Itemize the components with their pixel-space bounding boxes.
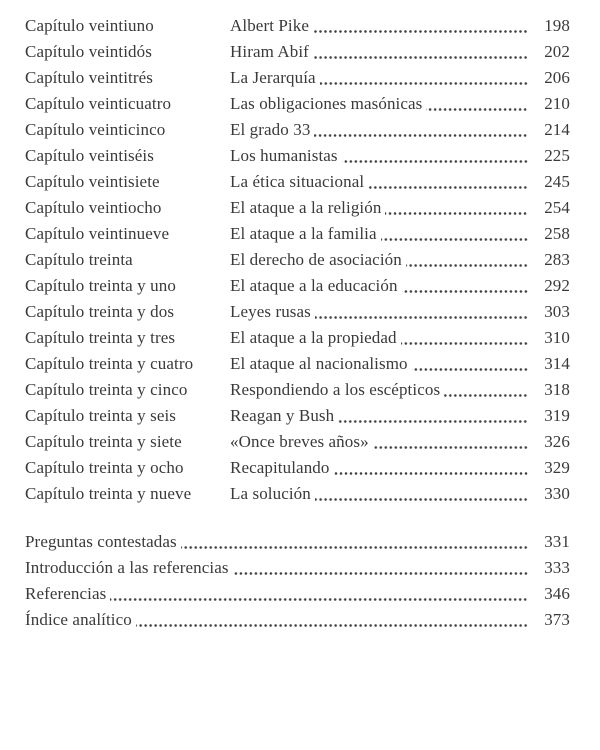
- toc-row: [25, 117, 570, 143]
- toc-row: [25, 169, 570, 195]
- chapter-title: El grado 33: [230, 120, 311, 139]
- dot-leader: [381, 221, 528, 247]
- toc-row: [25, 247, 570, 273]
- page-number: 292: [544, 276, 570, 295]
- toc-row: [25, 195, 570, 221]
- toc-row: [25, 273, 570, 299]
- dot-leader: [315, 299, 528, 325]
- chapter-title: Respondiendo a los escépticos: [230, 380, 441, 399]
- chapter-label: Capítulo veintiuno: [25, 16, 154, 35]
- dot-leader: [136, 607, 528, 633]
- dot-leader: [406, 247, 528, 273]
- dot-leader: [444, 377, 528, 403]
- chapter-label: Capítulo treinta y cuatro: [25, 354, 194, 373]
- page-number: 225: [544, 146, 570, 165]
- chapter-label: Capítulo treinta y tres: [25, 328, 176, 347]
- back-matter-list: [25, 529, 570, 633]
- chapter-title: Albert Pike: [230, 16, 310, 35]
- chapter-label: Capítulo treinta: [25, 250, 133, 269]
- page-number: 198: [544, 16, 570, 35]
- page-number: 319: [544, 406, 570, 425]
- back-matter-row: [25, 555, 570, 581]
- dot-leader: [320, 65, 528, 91]
- page-number: 214: [544, 120, 570, 139]
- chapter-title: El ataque a la familia: [230, 224, 377, 243]
- dot-leader: [401, 325, 528, 351]
- toc-row: [25, 351, 570, 377]
- chapter-title: Hiram Abif: [230, 42, 309, 61]
- toc-row: [25, 91, 570, 117]
- page-number: 310: [544, 328, 570, 347]
- toc-row: [25, 377, 570, 403]
- toc-row: [25, 221, 570, 247]
- section-gap: [25, 507, 570, 529]
- chapter-label: Capítulo veintisiete: [25, 172, 160, 191]
- chapter-title: Reagan y Bush: [230, 406, 335, 425]
- back-matter-title: Índice analítico: [25, 610, 132, 629]
- toc-row: [25, 481, 570, 507]
- chapter-label: Capítulo treinta y nueve: [25, 484, 192, 503]
- chapter-label: Capítulo treinta y dos: [25, 302, 175, 321]
- chapter-label: Capítulo veinticuatro: [25, 94, 172, 113]
- chapter-title: La Jerarquía: [230, 68, 316, 87]
- page-number: 303: [544, 302, 570, 321]
- dot-leader: [412, 351, 528, 377]
- back-matter-title: Preguntas contestadas: [25, 532, 177, 551]
- chapter-title: El ataque al nacionalismo: [230, 354, 408, 373]
- dot-leader: [338, 403, 528, 429]
- page-number: 373: [544, 610, 570, 629]
- dot-leader: [313, 13, 528, 39]
- chapter-title: El ataque a la educación: [230, 276, 398, 295]
- chapter-list: [25, 13, 570, 507]
- back-matter-row: [25, 581, 570, 607]
- back-matter-title: Referencias: [25, 584, 107, 603]
- dot-leader: [426, 91, 528, 117]
- toc-row: [25, 429, 570, 455]
- chapter-title: Las obligaciones masónicas: [230, 94, 423, 113]
- back-matter-row: [25, 607, 570, 633]
- dot-leader: [181, 529, 528, 555]
- chapter-title: El ataque a la propiedad: [230, 328, 397, 347]
- page-number: 331: [544, 532, 570, 551]
- chapter-label: Capítulo veintiocho: [25, 198, 162, 217]
- dot-leader: [373, 429, 528, 455]
- dot-leader: [314, 117, 528, 143]
- toc-row: [25, 455, 570, 481]
- chapter-label: Capítulo treinta y ocho: [25, 458, 184, 477]
- page-number: 202: [544, 42, 570, 61]
- dot-leader: [313, 39, 528, 65]
- page-number: 346: [544, 584, 570, 603]
- chapter-label: Capítulo veintitrés: [25, 68, 153, 87]
- dot-leader: [334, 455, 529, 481]
- toc-row: [25, 39, 570, 65]
- chapter-title: La solución: [230, 484, 311, 503]
- dot-leader: [110, 581, 528, 607]
- page-number: 258: [544, 224, 570, 243]
- toc-row: [25, 299, 570, 325]
- page-number: 283: [544, 250, 570, 269]
- chapter-title: Los humanistas: [230, 146, 338, 165]
- page-number: 245: [544, 172, 570, 191]
- page-number: 314: [544, 354, 570, 373]
- chapter-title: «Once breves años»: [230, 432, 369, 451]
- chapter-title: La ética situacional: [230, 172, 365, 191]
- page-number: 210: [544, 94, 570, 113]
- chapter-label: Capítulo treinta y seis: [25, 406, 177, 425]
- dot-leader: [342, 143, 528, 169]
- dot-leader: [233, 555, 528, 581]
- chapter-title: Leyes rusas: [230, 302, 311, 321]
- page-number: 206: [544, 68, 570, 87]
- chapter-title: El ataque a la religión: [230, 198, 382, 217]
- chapter-label: Capítulo veinticinco: [25, 120, 166, 139]
- page-number: 329: [544, 458, 570, 477]
- toc-row: [25, 143, 570, 169]
- dot-leader: [385, 195, 528, 221]
- page-number: 330: [544, 484, 570, 503]
- chapter-label: Capítulo treinta y cinco: [25, 380, 188, 399]
- toc-row: [25, 325, 570, 351]
- page-number: 318: [544, 380, 570, 399]
- page-number: 333: [544, 558, 570, 577]
- toc-row: [25, 403, 570, 429]
- chapter-label: Capítulo veintinueve: [25, 224, 170, 243]
- chapter-label: Capítulo treinta y siete: [25, 432, 182, 451]
- back-matter-title: Introducción a las referencias: [25, 558, 229, 577]
- chapter-label: Capítulo veintidós: [25, 42, 152, 61]
- page-number: 326: [544, 432, 570, 451]
- dot-leader: [402, 273, 528, 299]
- toc-row: [25, 13, 570, 39]
- chapter-title: El derecho de asociación: [230, 250, 402, 269]
- dot-leader: [368, 169, 528, 195]
- dot-leader: [315, 481, 528, 507]
- toc-row: [25, 65, 570, 91]
- chapter-title: Recapitulando: [230, 458, 330, 477]
- back-matter-row: [25, 529, 570, 555]
- chapter-label: Capítulo veintiséis: [25, 146, 154, 165]
- page-number: 254: [544, 198, 570, 217]
- chapter-label: Capítulo treinta y uno: [25, 276, 176, 295]
